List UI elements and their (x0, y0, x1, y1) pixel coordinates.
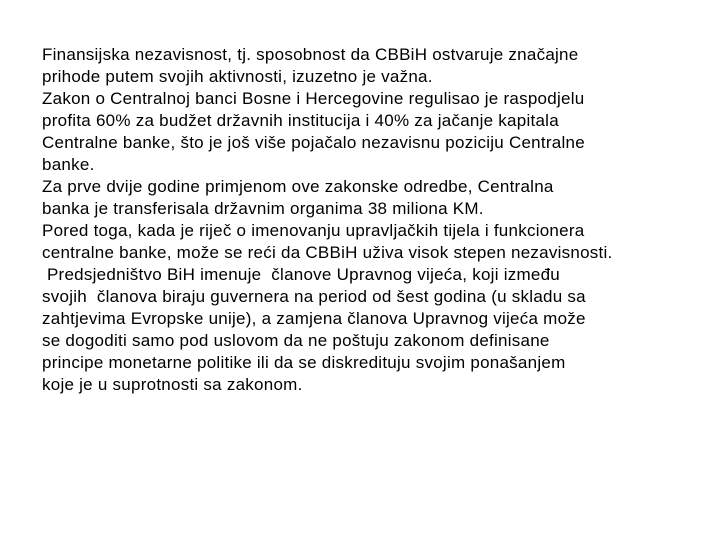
text-line: prihode putem svojih aktivnosti, izuzetno je važna. (42, 67, 433, 86)
text-line: Finansijska nezavisnost, tj. sposobnost da CBBiH ostvaruje značajne (42, 45, 579, 64)
text-line: zahtjevima Evropske unije), a zamjena članova Upravnog vijeća može (42, 309, 586, 328)
text-line: Zakon o Centralnoj banci Bosne i Hercegovine regulisao je raspodjelu (42, 89, 585, 108)
paragraph-council-appointment (42, 264, 702, 396)
paragraph-governance-independence (42, 220, 702, 264)
text-line: koje je u suprotnosti sa zakonom. (42, 375, 303, 394)
text-line: Predsjedništvo BiH imenuje članove Upravnog vijeća, koji između (42, 265, 560, 284)
text-line: profita 60% za budžet državnih institucija i 40% za jačanje kapitala (42, 111, 559, 130)
text-line: se dogoditi samo pod uslovom da ne poštuju zakonom definisane (42, 331, 550, 350)
paragraph-profit-distribution (42, 88, 702, 176)
paragraph-transfer-amount (42, 176, 702, 220)
text-line: Pored toga, kada je riječ o imenovanju upravljačkih tijela i funkcionera (42, 221, 585, 240)
text-line: banka je transferisala državnim organima 38 miliona KM. (42, 199, 484, 218)
text-line: banke. (42, 155, 95, 174)
text-line: Centralne banke, što je još više pojačalo nezavisnu poziciju Centralne (42, 133, 585, 152)
text-line: principe monetarne politike ili da se diskredituju svojim ponašanjem (42, 353, 566, 372)
text-line: centralne banke, može se reći da CBBiH uživa visok stepen nezavisnosti. (42, 243, 613, 262)
paragraph-financial-independence (42, 44, 702, 88)
text-line: Za prve dvije godine primjenom ove zakonske odredbe, Centralna (42, 177, 554, 196)
text-body (42, 44, 702, 396)
text-line: svojih članova biraju guvernera na period od šest godina (u skladu sa (42, 287, 586, 306)
